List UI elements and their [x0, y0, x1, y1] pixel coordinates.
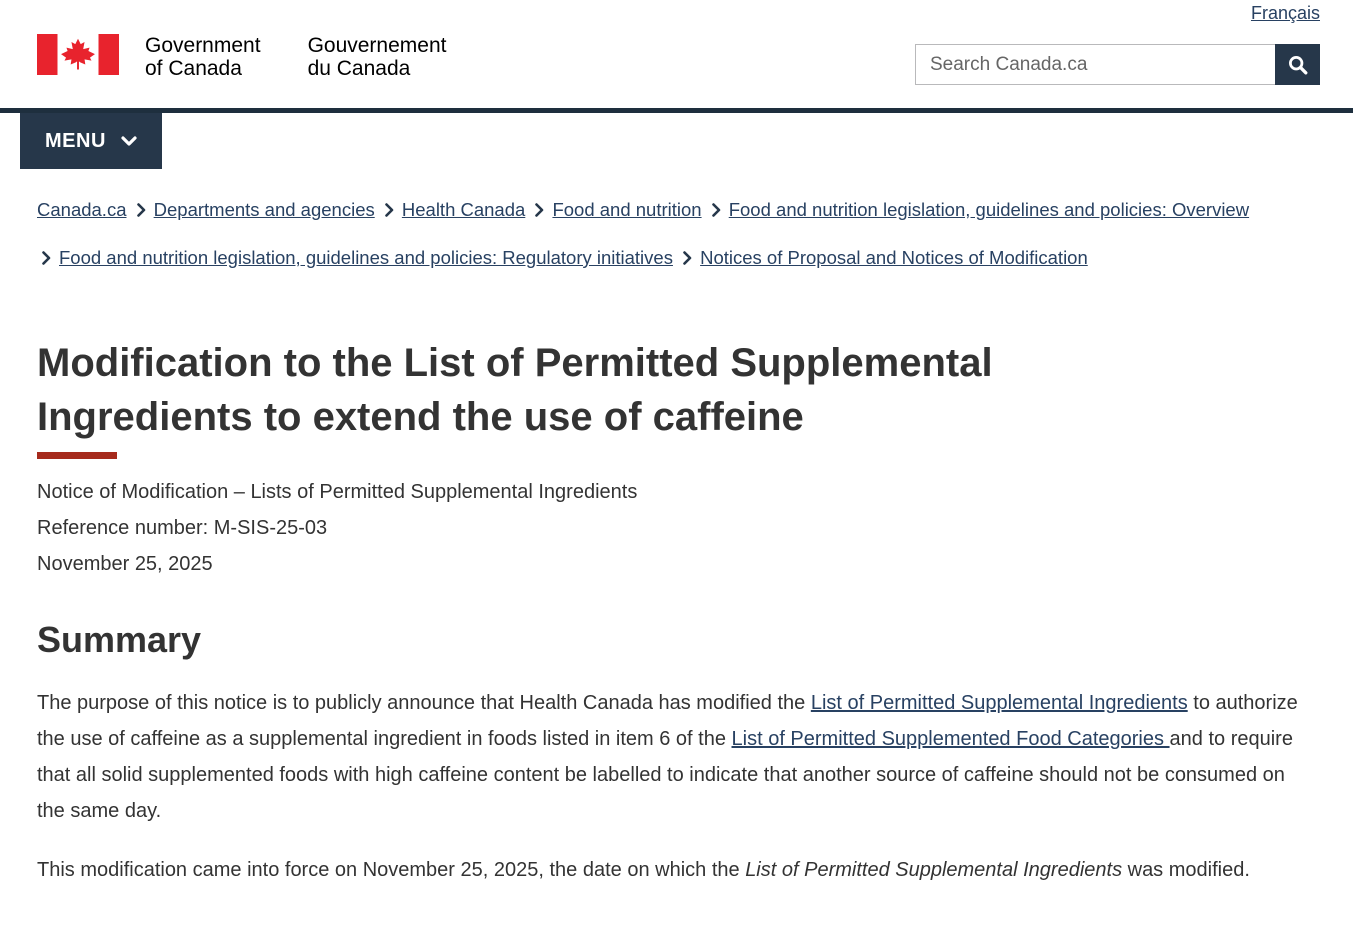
main-menu-bar: [0, 108, 1353, 169]
paragraph-text: to authorize the use of caffeine as a supplemental ingredient in foods listed in item 6 of the: [37, 692, 1298, 750]
breadcrumb-link-regulatory-initiatives[interactable]: Food and nutrition legislation, guidelines and policies: Regulatory initiatives: [59, 247, 673, 268]
page-title: Modification to the List of Permitted Supplemental Ingredients to extend the use of caffeine: [37, 341, 993, 439]
site-search: [915, 44, 1320, 85]
breadcrumb-link-food-and-nutrition[interactable]: Food and nutrition: [552, 199, 702, 220]
chevron-right-icon: [712, 203, 721, 217]
summary-heading: Summary: [37, 619, 202, 660]
search-input[interactable]: [915, 44, 1275, 85]
chevron-right-icon: [683, 251, 692, 265]
canada-flag-logo[interactable]: [37, 34, 119, 75]
breadcrumb-item: [37, 199, 126, 220]
breadcrumb-item: [530, 199, 701, 220]
search-button[interactable]: [1275, 44, 1320, 85]
header-top: [0, 0, 1353, 108]
breadcrumb-item: [132, 199, 375, 220]
breadcrumb-item: [37, 247, 673, 268]
breadcrumb-link-health-canada[interactable]: Health Canada: [401, 199, 526, 220]
breadcrumb: [37, 186, 1316, 282]
wordmark-english: [145, 34, 261, 80]
wordmark-french-line1: Gouvernement: [307, 34, 447, 57]
list-title-italic: List of Permitted Supplemental Ingredients: [745, 859, 1123, 881]
chevron-down-icon: [121, 136, 137, 147]
article-content: [0, 336, 1353, 908]
summary-paragraph-2: [37, 852, 1316, 888]
paragraph-text: This modification came into force on November 25, 2025, the date on which the: [37, 859, 746, 881]
summary-paragraph-1: [37, 685, 1316, 829]
site-header: [0, 0, 1353, 108]
search-icon: [1287, 54, 1309, 76]
chevron-right-icon: [385, 203, 394, 217]
link-list-of-permitted-supplemented-food-categories[interactable]: List of Permitted Supplemented Food Categories: [731, 728, 1170, 750]
wordmark-english-line1: Government: [145, 34, 261, 57]
breadcrumb-item: [707, 199, 1249, 220]
paragraph-text: was modified.: [1122, 859, 1250, 881]
wordmark-english-line2: of Canada: [145, 57, 242, 80]
breadcrumb-link-departments-and-agencies[interactable]: Departments and agencies: [153, 199, 375, 220]
breadcrumb-item: [380, 199, 525, 220]
wordmark-french-line2: du Canada: [307, 57, 411, 80]
chevron-right-icon: [535, 203, 544, 217]
breadcrumb-link-canada-ca[interactable]: Canada.ca: [37, 199, 127, 220]
breadcrumb-link-notices-of-proposal-and-modification[interactable]: Notices of Proposal and Notices of Modification: [700, 247, 1088, 268]
language-toggle-link[interactable]: Français: [1250, 3, 1320, 23]
publication-date: November 25, 2025: [37, 553, 213, 575]
title-accent-bar: [37, 452, 117, 459]
chevron-right-icon: [42, 251, 51, 265]
reference-number: Reference number: M-SIS-25-03: [37, 517, 328, 539]
paragraph-text: and to require that all solid supplemented foods with high caffeine content be labelled to indicate that another source of caffeine should not be consumed on the same day.: [37, 728, 1293, 822]
menu-button[interactable]: [20, 113, 162, 169]
menu-button-label: MENU: [45, 129, 106, 152]
breadcrumb-link-legislation-overview[interactable]: Food and nutrition legislation, guidelines and policies: Overview: [728, 199, 1250, 220]
wordmark-french: [308, 34, 447, 80]
canada-flag-icon: [37, 34, 119, 75]
breadcrumb-item: [678, 247, 1088, 268]
notice-type: Notice of Modification – Lists of Permitted Supplemental Ingredients: [37, 481, 638, 503]
link-list-of-permitted-supplemental-ingredients[interactable]: List of Permitted Supplemental Ingredients: [810, 692, 1188, 714]
chevron-right-icon: [137, 203, 146, 217]
paragraph-text: The purpose of this notice is to publicly announce that Health Canada has modified the: [37, 692, 811, 714]
article-meta: [37, 474, 1316, 582]
